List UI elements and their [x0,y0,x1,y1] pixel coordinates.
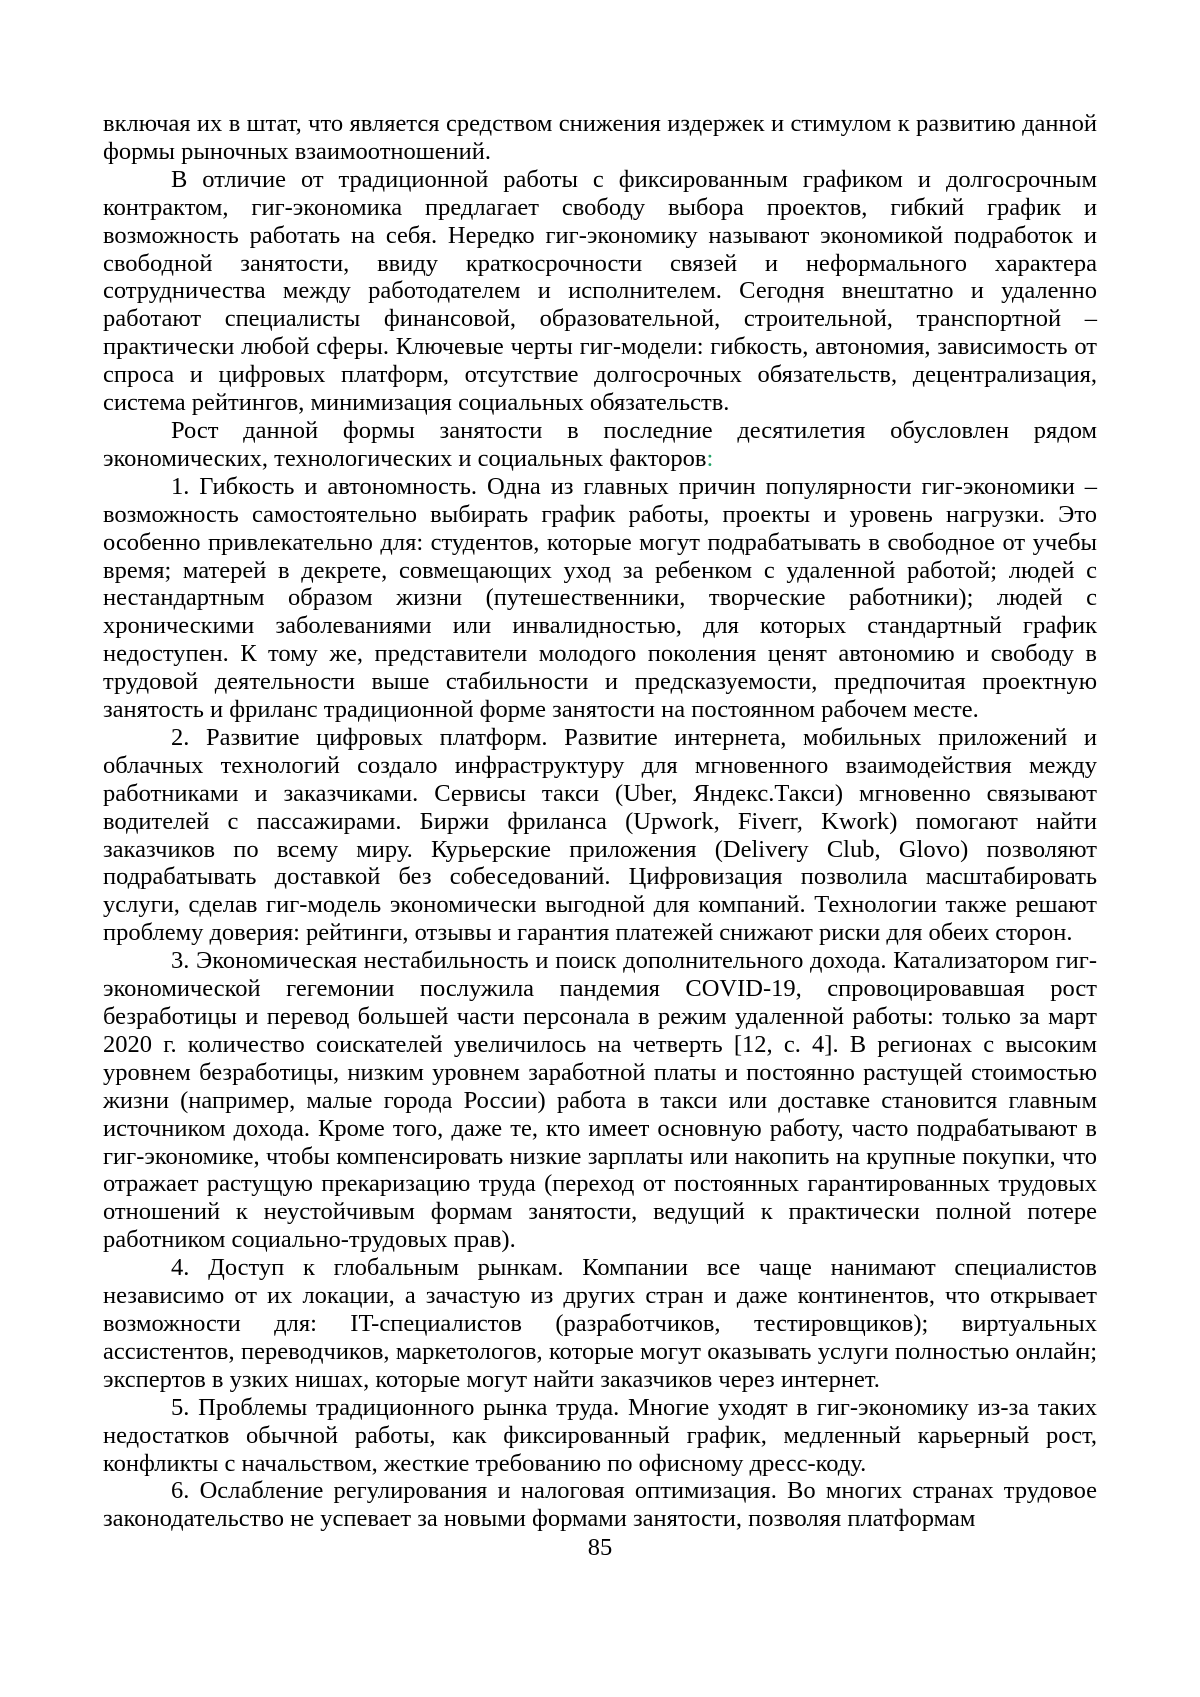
paragraph-factor-1-flexibility-autonomy: 1. Гибкость и автономность. Одна из главных причин популярности гиг-экономики – возможность самостоятельно выбирать график работы, проекты и уровень нагрузки. Это особенно привлекательно для: студентов, которые могут подрабатывать в свободное от учебы время; матерей в декрете, совмещающих уход за ребенком с удаленной работой; людей с нестандартным образом жизни (путешественники, творческие работники); людей с хроническими заболеваниями или инвалидностью, для которых стандартный график недоступен. К тому же, представители молодого поколения ценят автономию и свободу в трудовой деятельности выше стабильности и предсказуемости, предпочитая проектную занятость и фриланс традиционной форме занятости на постоянном рабочем месте. [103,472,1097,724]
document-body [103,110,1097,1533]
paragraph-continuation-staffing: включая их в штат, что является средством снижения издержек и стимулом к развитию данной формы рыночных взаимоотношений. [103,110,1097,165]
paragraph-factor-6-deregulation-tax-optimization: 6. Ослабление регулирования и налоговая оптимизация. Во многих странах трудовое законодательство не успевает за новыми формами занятости, позволяя платформам [103,1477,1097,1533]
growth-factors-intro-text: Рост данной формы занятости в последние десятилетия обусловлен рядом экономических, технологических и социальных факторов [103,416,1097,472]
paragraph-growth-factors-intro [103,417,1097,473]
paragraph-gig-vs-traditional-work: В отличие от традиционной работы с фиксированным графиком и долгосрочным контрактом, гиг-экономика предлагает свободу выбора проектов, гибкий график и возможность работать на себя. Нередко гиг-экономику называют экономикой подработок и свободной занятости, ввиду краткосрочности связей и неформального характера сотрудничества между работодателем и исполнителем. Сегодня внештатно и удаленно работают специалисты финансовой, образовательной, строительной, транспортной – практически любой сферы. Ключевые черты гиг-модели: гибкость, автономия, зависимость от спроса и цифровых платформ, отсутствие долгосрочных обязательств, децентрализация, система рейтингов, минимизация социальных обязательств. [103,165,1097,417]
page-number: 85 [587,1534,613,1561]
green-colon: : [706,444,714,472]
paragraph-factor-5-traditional-labor-market-problems: 5. Проблемы традиционного рынка труда. Многие уходят в гиг-экономику из-за таких недостатков обычной работы, как фиксированный график, медленный карьерный рост, конфликты с начальством, жесткие требованию по офисному дресс-коду. [103,1393,1097,1477]
paragraph-factor-2-digital-platforms: 2. Развитие цифровых платформ. Развитие интернета, мобильных приложений и облачных технологий создало инфраструктуру для мгновенного взаимодействия между работниками и заказчиками. Сервисы такси (Uber, Яндекс.Такси) мгновенно связывают водителей с пассажирами. Биржи фриланса (Upwork, Fiverr, Kwork) помогают найти заказчиков по всему миру. Курьерские приложения (Delivery Club, Glovo) позволяют подрабатывать доставкой без собеседований. Цифровизация позволила масштабировать услуги, сделав гиг-модель экономически выгодной для компаний. Технологии также решают проблему доверия: рейтинги, отзывы и гарантия платежей снижают риски для обеих сторон. [103,723,1097,947]
paragraph-factor-4-global-markets: 4. Доступ к глобальным рынкам. Компании все чаще нанимают специалистов независимо от их локации, а зачастую из других стран и даже континентов, что открывает возможности для: IT-специалистов (разработчиков, тестировщиков); виртуальных ассистентов, переводчиков, маркетологов, которые могут оказывать услуги полностью онлайн; экспертов в узких нишах, которые могут найти заказчиков через интернет. [103,1254,1097,1393]
paragraph-factor-3-economic-instability: 3. Экономическая нестабильность и поиск дополнительного дохода. Катализатором гиг-экономической гегемонии послужила пандемия COVID-19, спровоцировавшая рост безработицы и перевод большей части персонала в режим удаленной работы: только за март 2020 г. количество соискателей увеличилось на четверть [12, с. 4]. В регионах с высоким уровнем безработицы, низким уровнем заработной платы и постоянно растущей стоимостью жизни (например, малые города России) работа в такси или доставке становится главным источником дохода. Кроме того, даже те, кто имеет основную работу, часто подрабатывают в гиг-экономике, чтобы компенсировать низкие зарплаты или накопить на крупные покупки, что отражает растущую прекаризацию труда (переход от постоянных гарантированных трудовых отношений к неустойчивым формам занятости, ведущий к практически полной потере работником социально-трудовых прав). [103,947,1097,1254]
